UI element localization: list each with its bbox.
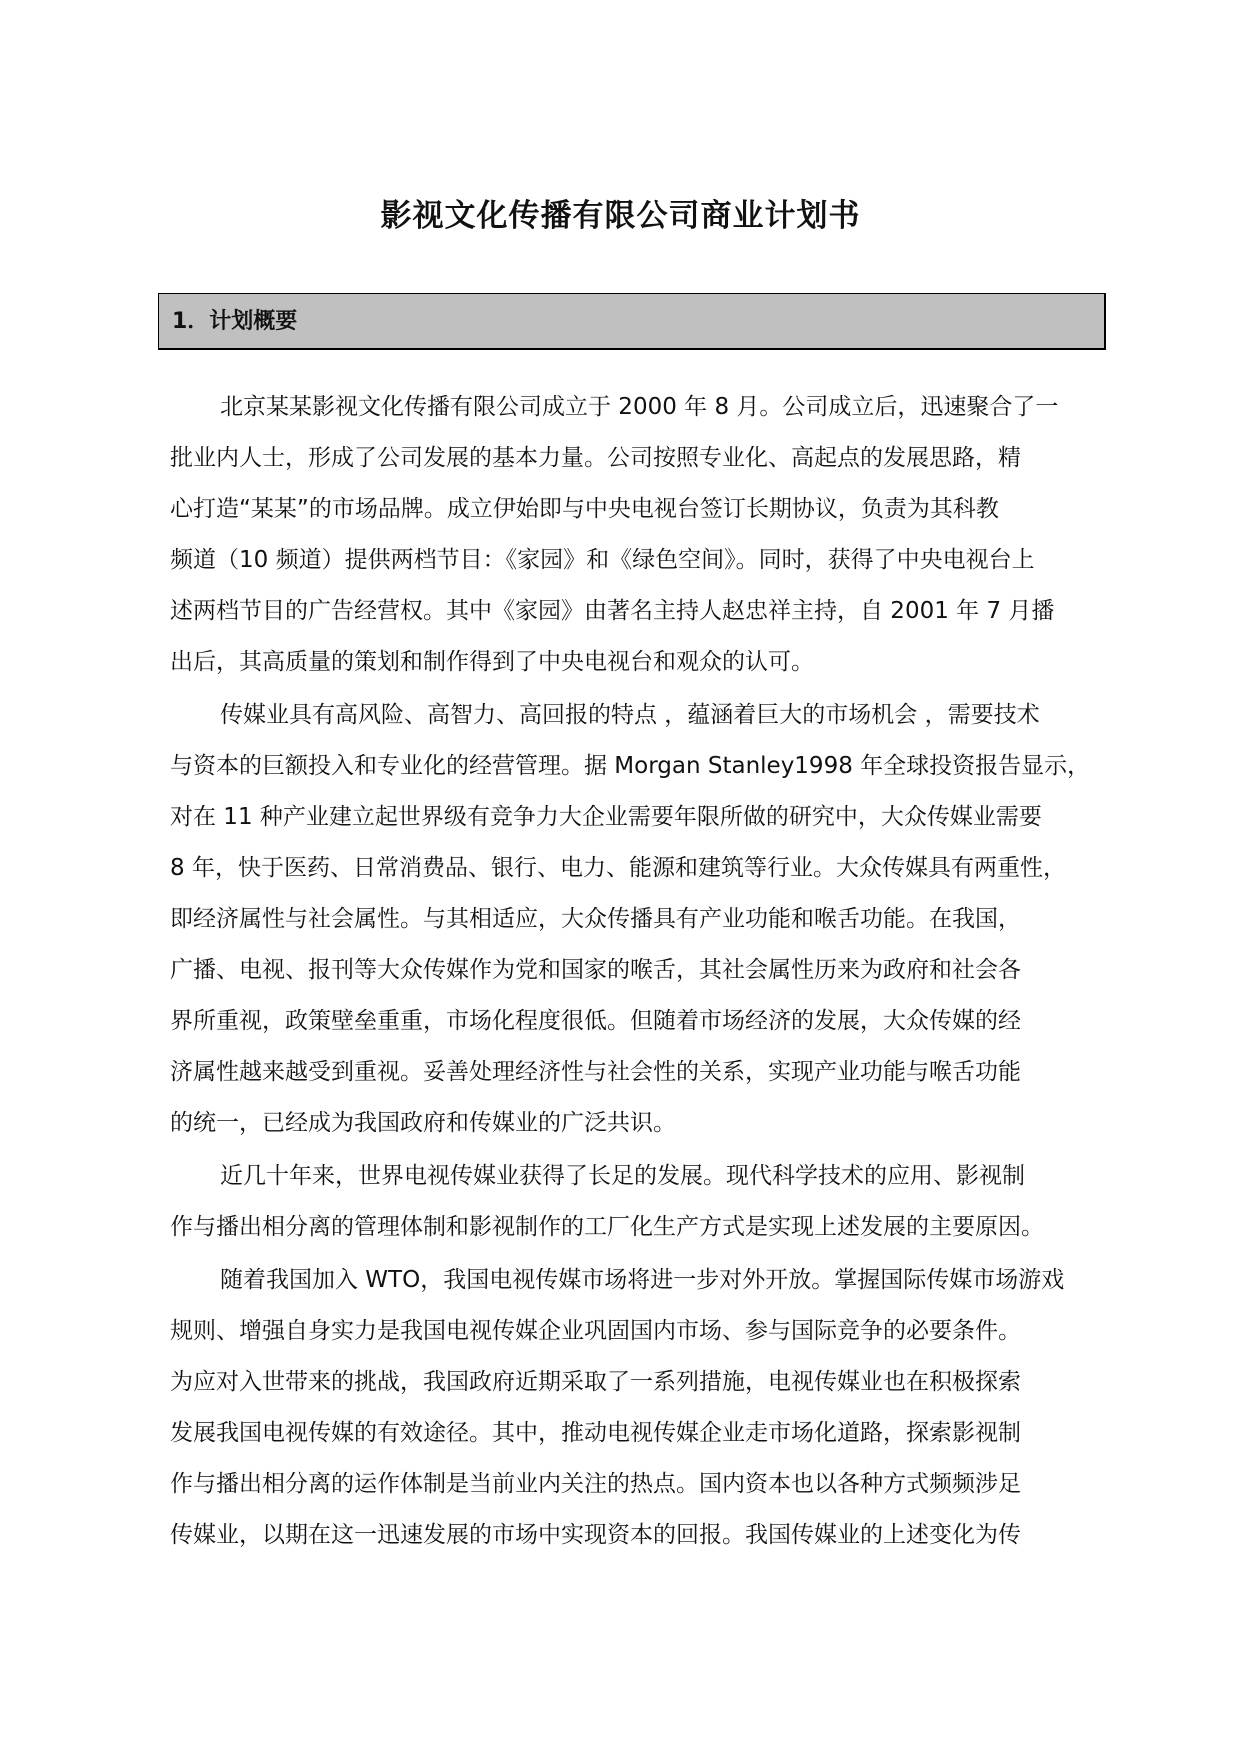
text-line: 传媒业，以期在这一迅速发展的市场中实现资本的回报。我国传媒业的上述变化为传: [170, 1522, 1021, 1548]
text-line: 即经济属性与社会属性。与其相适应，大众传播具有产业功能和喉舌功能。在我国，: [170, 906, 1021, 932]
text-line: 界所重视，政策壁垒重重，市场化程度很低。但随着市场经济的发展，大众传媒的经: [170, 1008, 1021, 1034]
text-line: 作与播出相分离的管理体制和影视制作的工厂化生产方式是实现上述发展的主要原因。: [170, 1214, 1044, 1240]
text-line: 规则、增强自身实力是我国电视传媒企业巩固国内市场、参与国际竞争的必要条件。: [170, 1318, 1021, 1344]
text-line: 心打造“某某”的市场品牌。成立伊始即与中央电视台签订长期协议，负责为其科教: [170, 496, 999, 522]
text-line: 出后，其高质量的策划和制作得到了中央电视台和观众的认可。: [170, 649, 814, 675]
text-line: 作与播出相分离的运作体制是当前业内关注的热点。国内资本也以各种方式频频涉足: [170, 1471, 1021, 1497]
text-line: 发展我国电视传媒的有效途径。其中，推动电视传媒企业走市场化道路，探索影视制: [170, 1420, 1021, 1446]
text-line: 传媒业具有高风险、高智力、高回报的特点 ，蕴涵着巨大的市场机会 ，需要技术: [220, 702, 1040, 728]
text-line: 对在 11 种产业建立起世界级有竞争力大企业需要年限所做的研究中，大众传媒业需要: [170, 804, 1042, 830]
text-line: 的统一，已经成为我国政府和传媒业的广泛共识。: [170, 1110, 676, 1136]
text-line: 述两档节目的广告经营权。其中《家园》由著名主持人赵忠祥主持，自 2001 年 7 月播: [170, 598, 1055, 624]
section-heading: 1．计划概要: [172, 309, 298, 334]
text-line: 为应对入世带来的挑战，我国政府近期采取了一系列措施，电视传媒业也在积极探索: [170, 1369, 1021, 1395]
section-header: [158, 293, 1106, 350]
text-line: 批业内人士，形成了公司发展的基本力量。公司按照专业化、高起点的发展思路，精: [170, 445, 1021, 471]
text-line: 广播、电视、报刊等大众传媒作为党和国家的喉舌，其社会属性历来为政府和社会各: [170, 957, 1021, 983]
text-line: 北京某某影视文化传播有限公司成立于 2000 年 8 月。公司成立后，迅速聚合了一: [220, 394, 1059, 420]
text-line: 随着我国加入 WTO，我国电视传媒市场将进一步对外开放。掌握国际传媒市场游戏: [220, 1267, 1065, 1293]
text-line: 8 年，快于医药、日常消费品、银行、电力、能源和建筑等行业。大众传媒具有两重性，: [170, 855, 1066, 881]
document-title: 影视文化传播有限公司商业计划书: [380, 198, 861, 234]
text-line: 济属性越来越受到重视。妥善处理经济性与社会性的关系，实现产业功能与喉舌功能: [170, 1059, 1021, 1085]
text-line: 频道（10 频道）提供两档节目：《家园》和《绿色空间》。同时，获得了中央电视台上: [170, 547, 1035, 573]
text-line: 近几十年来，世界电视传媒业获得了长足的发展。现代科学技术的应用、影视制: [220, 1163, 1025, 1189]
text-line: 与资本的巨额投入和专业化的经营管理。据 Morgan Stanley1998 年全球投资报告显示，: [170, 753, 1091, 779]
